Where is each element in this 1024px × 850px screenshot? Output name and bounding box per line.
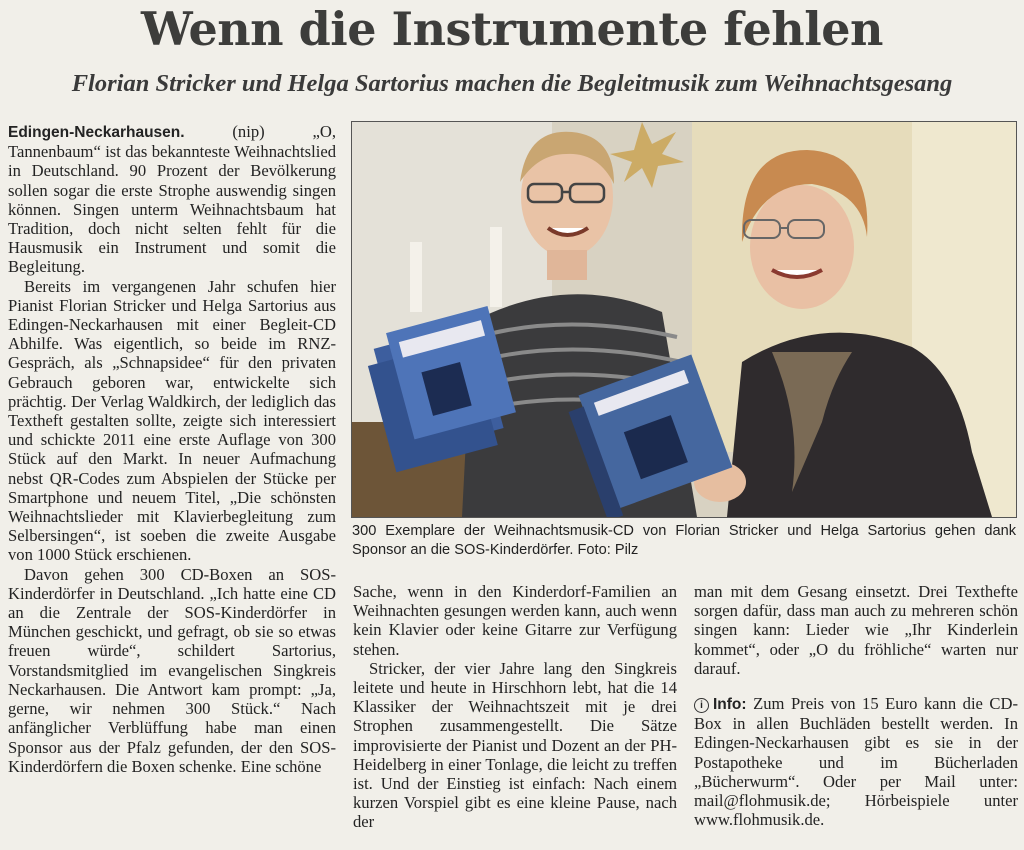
photo-illustration [352,122,1016,517]
headline: Wenn die Instrumente fehlen [141,2,883,56]
paragraph-5: Stricker, der vier Jahre lang den Singkreis leitete und heute in Hirschhorn lebt, hat die 14 Klassiker der Weihnachtszeit mit je drei Strophen zusammengestellt. Die Sätze improvisierte der Pianist und Dozent an der PH-Heidelberg in einer Tonlage, die leicht zu treffen ist. Und der Einstieg ist einfach: Nach einem kurzen Vorspiel gibt es eine kleine Pause, nach der [353,658,677,832]
photo-caption: 300 Exemplare der Weihnachtsmusik-CD von Florian Stricker und Helga Sartorius gehen dank Sponsor an die SOS-Kinderdörfer. Foto: Pilz [352,523,1016,558]
article-column-3 [694,582,1018,829]
subheadline: Florian Stricker und Helga Sartorius machen die Begleitmusik zum Weihnachtsgesang [71,70,953,97]
dateline: Edingen-Neckarhausen. [8,124,185,141]
paragraph-1 [8,122,336,277]
article-column-1 [8,122,336,776]
info-text: Zum Preis von 15 Euro kann die CD-Box in allen Buchläden bestellt werden. In Edingen-Neckarhausen gibt es sie in der Postapotheke und im Bücherladen „Bücherwurm“. Oder per Mail unter: mail@flohmusik.de; Hörbeispiele unter www.flohmusik.de. [694,694,1018,830]
article-column-2 [353,582,677,832]
paragraph-2: Bereits im vergangenen Jahr schufen hier Pianist Florian Stricker und Helga Sartorius aus Edingen-Neckarhausen mit einer Begleit-CD Abhilfe. Was eigentlich, so beide im RNZ-Gespräch, als „Schnapsidee“ für den privaten Gebrauch geboren war, entwickelte sich prächtig. Der Verlag Waldkirch, der lediglich das Textheft gestalten sollte, zeigte sich interessiert und schickte 2011 eine erste Auflage von 300 Stück auf den Markt. In neuer Aufmachung nebst QR-Codes zum Abspielen der Stücke per Smartphone und neuem Titel, „Die schönsten Weihnachtslieder mit Klavierbegleitung zum Selbersingen“, ist soeben die zweite Ausgabe von 1000 Stück erschienen. [8,276,336,565]
paragraph-4: Sache, wenn in den Kinderdorf-Familien an Weihnachten gesungen werden kann, auch wenn kein Klavier oder keine Gitarre zur Verfügung stehen. [353,582,677,659]
article-photo [351,121,1017,518]
info-box [694,694,1018,829]
info-circle-icon: i [694,698,709,713]
paragraph-1-text: (nip) „O, Tannenbaum“ ist das bekannteste Weihnachtslied in Deutschland. 90 Prozent der Bevölkerung sollen sogar die erste Strophe auswendig singen können. Singen unterm Weihnachtsbaum hat Tradition, doch nicht selten fehlt für die Hausmusik ein Instrument und somit die Begleitung. [8,122,336,277]
info-label: Info: [713,696,747,714]
paragraph-6: man mit dem Gesang einsetzt. Drei Texthefte sorgen dafür, dass man auch zu mehreren schön singen kann: Lieder wie „Ihr Kinderlein kommet“, oder „O du fröhliche“ warten nur darauf. [694,582,1018,678]
paragraph-3: Davon gehen 300 CD-Boxen an SOS-Kinderdörfer in Deutschland. „Ich hatte eine CD an die Zentrale der SOS-Kinderdörfer in München geschickt, und gefragt, ob sie so etwas freuen würde“, schildert Sartorius, Vorstandsmitglied im evangelischen Singkreis Neckarhausen. Die Antwort kam prompt: „Ja, gerne, wir nehmen 300 Stück.“ Nach anfänglicher Verblüffung habe man einen Sponsor aus der Pfalz gefunden, der den SOS-Kinderdörfern die Boxen schenke. Eine schöne [8,564,336,776]
